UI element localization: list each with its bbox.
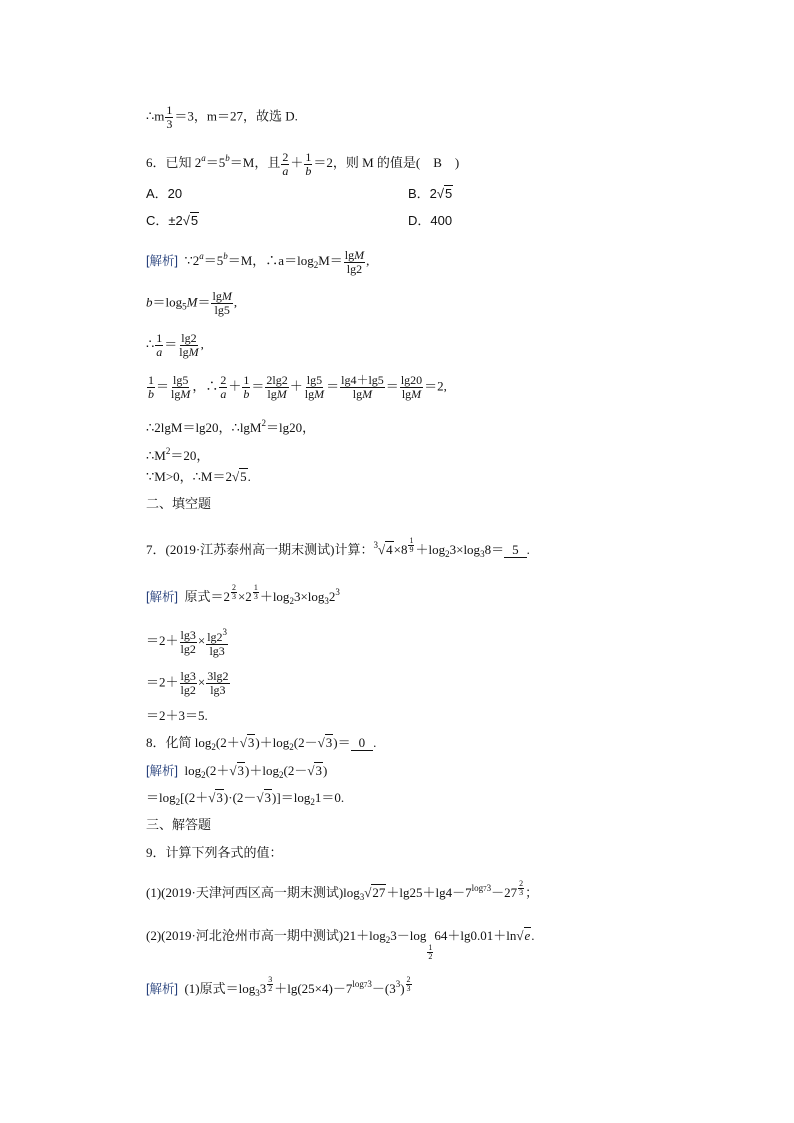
q9-part-1: (1)(2019·天津河西区高一期末测试)$\log_3√27+\lg 25+\lg 4-7^{log73}-27$ $\frac{2}{3}$ ； xyxy=(146,879,539,902)
q8-solution-line-2: $=\log_2[(2+√3)\cdot(2-√3)]=\log_21=0$. xyxy=(146,790,345,807)
q8-answer: 0 xyxy=(351,735,374,751)
q7-solution-line-2: ＝2＋ $\frac{\lg 3}{\lg 2}$ × $\frac{\lg 2^3}{\lg 3}$ xyxy=(146,627,228,658)
q6-option-d: D．400 xyxy=(408,213,453,228)
q7-solution-line-4: ＝2＋3＝5. xyxy=(146,708,208,723)
q6-solution-line-1: [解析] $\because 2^a=5^b=M$，$\therefore a=\log_2M=$ $\frac{\lg M}{\lg 2}$ , xyxy=(146,247,370,276)
q6-solution-line-6: $\therefore M^2=20$， xyxy=(146,446,210,463)
q6-stem: 6．已知 $2^a=5^b=M$，且 $\frac{2}{a}$ ＋ $\frac{1}{b}$ ＝2，则 M 的值是( B ) xyxy=(146,149,460,178)
section-answer: 三、解答题 xyxy=(146,817,212,832)
q8-solution-line-1: [解析] $\log_2(2+√3)+\log_2(2-√3)$ xyxy=(146,763,328,780)
q6-solution-line-3: ∴ $\frac{1}{a}$ ＝ $\frac{\lg 2}{\lg M}$ , xyxy=(146,331,204,359)
q9-stem: 9．计算下列各式的值： xyxy=(146,845,283,860)
q6-solution-line-5: ∴2lgM＝lg20，∴lgM$^2$＝lg20， xyxy=(146,418,316,435)
q6-solution-line-2: $b=\log_5M=$ $\frac{\lg M}{\lg 5}$ , xyxy=(146,289,238,317)
analysis-label: [解析] xyxy=(146,590,178,604)
section-fill-blank: 二、填空题 xyxy=(146,496,212,511)
q6-option-a: A．20 xyxy=(146,186,183,201)
q5-conclusion: ∴m $\frac{1}{3}$ ＝3，m＝27，故选 D. xyxy=(146,103,298,131)
analysis-label: [解析] xyxy=(146,982,178,996)
q9-part-2: (2)(2019·河北沧州市高一期中测试)$21+\log_23-\log$ $\frac{1}{2}$ 64＋lg0.01＋ln√e. xyxy=(146,928,535,961)
analysis-label: [解析] xyxy=(146,254,178,268)
q7-stem: 7．(2019·江苏泰州高一期末测试)计算：$^3$√4×8 $\frac{1}{9}$ $+\log_23\times\log_38= 5$ . xyxy=(146,536,530,559)
q6-option-b: B．2√5 xyxy=(408,186,453,201)
q8-stem: 8．化简 $\log_2(2+√3)+\log_2(2-√3)= 0$ . xyxy=(146,735,377,752)
q7-answer: 5 xyxy=(504,542,527,558)
analysis-label: [解析] xyxy=(146,764,178,778)
q7-solution-line-3: ＝2＋ $\frac{\lg 3}{\lg 2}$ × $\frac{3\lg 2}{\lg 3}$ xyxy=(146,669,229,697)
q9-solution-line-1: [解析] (1)原式$=\log_33$ $\frac{3}{2}$ $+\lg(25\times 4)-7^{log73}-(3^3)$ $\frac{2}{3}$ xyxy=(146,975,411,998)
q6-solution-line-4: $\frac{1}{b}$ ＝ $\frac{\lg 5}{\lg M}$ ，∴ $\frac{2}{a}$ ＋ $\frac{1}{b}$ ＝ $\frac{2\lg 2}{\lg M}$ ＋ $\frac{\lg 5}{\lg M}$ ＝ $\frac{\lg 4+\lg 5}{\lg M}$ ＝ $\frac{\lg 20}{\lg M}$ ＝2, xyxy=(148,373,447,401)
q7-solution-line-1: [解析] 原式＝2 $\frac{2}{3}$ ×2 $\frac{1}{3}$ $+\log_23\times\log_32^3$ xyxy=(146,583,340,606)
q6-solution-line-7: ∵M>0，∴M＝2√5. xyxy=(146,469,251,484)
q6-option-c: C．±2√5 xyxy=(146,213,199,228)
